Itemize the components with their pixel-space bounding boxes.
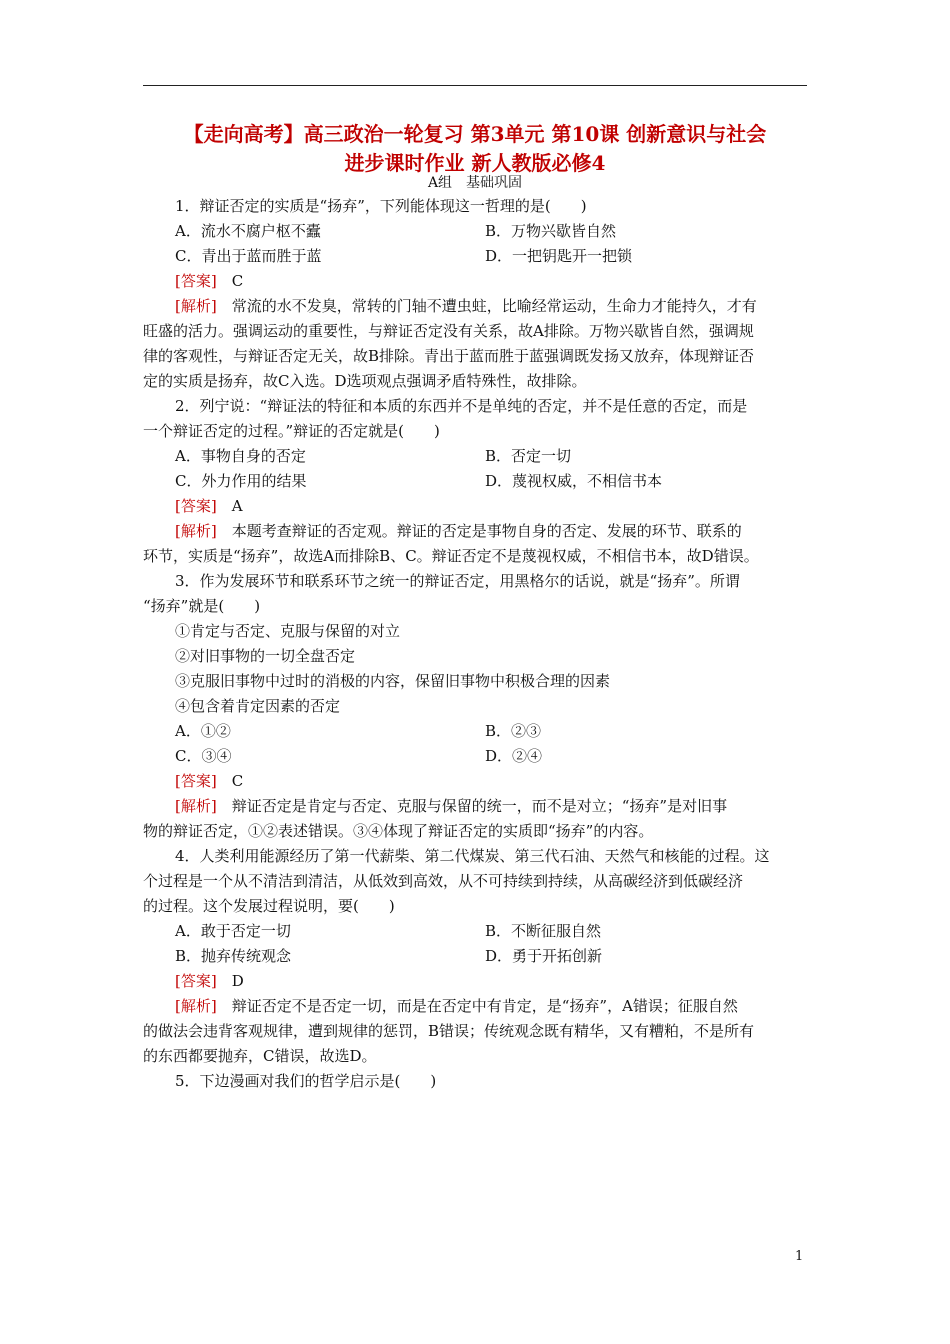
analysis-tag: [解析] bbox=[175, 797, 217, 815]
q4-stem-line-3: 的过程。这个发展过程说明，要( ) bbox=[143, 897, 395, 915]
q1-analysis-line-2: 旺盛的活力。强调运动的重要性，与辩证否定没有关系，故A排除。万物兴歇皆自然，强调规 bbox=[143, 322, 754, 340]
q4-option-c: B．抛弃传统观念 bbox=[175, 947, 292, 965]
q3-options-row-1 bbox=[143, 719, 807, 744]
q4-options-row-1 bbox=[143, 919, 807, 944]
q4-analysis-line-2: 的做法会违背客观规律，遭到规律的惩罚，B错误；传统观念既有精华，又有糟粕，不是所有 bbox=[143, 1022, 755, 1040]
title-line-2: 进步课时作业 新人教版必修4 bbox=[344, 151, 606, 175]
answer-tag: [答案] bbox=[175, 972, 217, 990]
q2-stem-line-2: 一个辩证否定的过程。”辩证的否定就是( ) bbox=[143, 422, 440, 440]
q3-analysis-line-1: 辩证否定是肯定与否定、克服与保留的统一，而不是对立；“扬弃”是对旧事 bbox=[231, 797, 728, 815]
q4-analysis-line-3: 的东西都要抛弃，C错误，故选D。 bbox=[143, 1047, 377, 1065]
q1-stem: 1．辩证否定的实质是“扬弃”，下列能体现这一哲理的是( ) bbox=[175, 197, 587, 215]
q1-analysis-line-3: 律的客观性，与辩证否定无关，故B排除。青出于蓝而胜于蓝强调既发扬又放弃，体现辩证否 bbox=[143, 347, 755, 365]
q1-answer bbox=[143, 269, 807, 294]
analysis-tag: [解析] bbox=[175, 297, 217, 315]
q1-option-d: D．一把钥匙开一把锁 bbox=[485, 247, 633, 265]
q4-analysis-line-1: 辩证否定不是否定一切，而是在否定中有肯定，是“扬弃”，A错误；征服自然 bbox=[231, 997, 738, 1015]
q1-analysis-line-4: 定的实质是扬弃，故C入选。D选项观点强调矛盾特殊性，故排除。 bbox=[143, 372, 587, 390]
q4-option-a: A．敢于否定一切 bbox=[175, 922, 291, 940]
answer-tag: [答案] bbox=[175, 497, 217, 515]
q4-answer bbox=[143, 969, 807, 994]
q3-option-b: B．②③ bbox=[485, 722, 542, 740]
page-title bbox=[143, 120, 807, 178]
q3-option-c: C．③④ bbox=[175, 747, 232, 765]
q2-answer-value: A bbox=[231, 497, 243, 515]
q4-options-row-2 bbox=[143, 944, 807, 969]
q3-option-d: D．②④ bbox=[485, 747, 543, 765]
q2-options-row-2 bbox=[143, 469, 807, 494]
q1-analysis-line-1: 常流的水不发臭，常转的门轴不遭虫蛀，比喻经常运动，生命力才能持久，才有 bbox=[231, 297, 757, 315]
q2-option-d: D．蔑视权威，不相信书本 bbox=[485, 472, 663, 490]
q3-stem-line-2: “扬弃”就是( ) bbox=[143, 597, 261, 615]
document-body bbox=[143, 194, 807, 1094]
header-rule bbox=[143, 85, 807, 86]
analysis-tag: [解析] bbox=[175, 522, 217, 540]
q3-stem-line-1: 3．作为发展环节和联系环节之统一的辩证否定，用黑格尔的话说，就是“扬弃”。所谓 bbox=[175, 572, 740, 590]
q1-option-b: B．万物兴歇皆自然 bbox=[485, 222, 617, 240]
q5-stem: 5．下边漫画对我们的哲学启示是( ) bbox=[175, 1072, 437, 1090]
q4-answer-value: D bbox=[231, 972, 244, 990]
q2-options-row-1 bbox=[143, 444, 807, 469]
q4-stem-line-2: 个过程是一个从不清洁到清洁，从低效到高效，从不可持续到持续，从高碳经济到低碳经济 bbox=[143, 872, 744, 890]
q4-stem-line-1: 4．人类利用能源经历了第一代薪柴、第二代煤炭、第三代石油、天然气和核能的过程。这 bbox=[175, 847, 770, 865]
q4-analysis bbox=[143, 994, 807, 1019]
q3-item-4: ④包含着肯定因素的否定 bbox=[175, 697, 341, 715]
q2-option-a: A．事物自身的否定 bbox=[175, 447, 306, 465]
q1-analysis bbox=[143, 294, 807, 319]
answer-tag: [答案] bbox=[175, 272, 217, 290]
q3-options-row-2 bbox=[143, 744, 807, 769]
q3-item-1: ①肯定与否定、克服与保留的对立 bbox=[175, 622, 401, 640]
q2-analysis bbox=[143, 519, 807, 544]
page-number: 1 bbox=[795, 1249, 804, 1264]
q3-answer-value: C bbox=[231, 772, 244, 790]
q1-option-c: C．青出于蓝而胜于蓝 bbox=[175, 247, 322, 265]
q3-analysis-line-2: 物的辩证否定，①②表述错误。③④体现了辩证否定的实质即“扬弃”的内容。 bbox=[143, 822, 654, 840]
analysis-tag: [解析] bbox=[175, 997, 217, 1015]
q3-answer bbox=[143, 769, 807, 794]
title-line-1: 【走向高考】高三政治一轮复习 第3单元 第10课 创新意识与社会 bbox=[183, 122, 767, 146]
q3-item-2: ②对旧事物的一切全盘否定 bbox=[175, 647, 356, 665]
q4-option-b: B．不断征服自然 bbox=[485, 922, 602, 940]
q3-item-3: ③克服旧事物中过时的消极的内容，保留旧事物中积极合理的因素 bbox=[175, 672, 611, 690]
q2-option-c: C．外力作用的结果 bbox=[175, 472, 307, 490]
q1-answer-value: C bbox=[231, 272, 244, 290]
q3-option-a: A．①② bbox=[175, 722, 231, 740]
q1-option-a: A．流水不腐户枢不蠹 bbox=[175, 222, 321, 240]
q2-answer bbox=[143, 494, 807, 519]
q2-analysis-line-1: 本题考查辩证的否定观。辩证的否定是事物自身的否定、发展的环节、联系的 bbox=[231, 522, 742, 540]
q4-option-d: D．勇于开拓创新 bbox=[485, 947, 603, 965]
section-heading: A组 基础巩固 bbox=[427, 175, 523, 191]
answer-tag: [答案] bbox=[175, 772, 217, 790]
q1-options-row-2 bbox=[143, 244, 807, 269]
q2-stem-line-1: 2．列宁说：“辩证法的特征和本质的东西并不是单纯的否定，并不是任意的否定，而是 bbox=[175, 397, 748, 415]
q3-analysis bbox=[143, 794, 807, 819]
q1-options-row-1 bbox=[143, 219, 807, 244]
q2-option-b: B．否定一切 bbox=[485, 447, 572, 465]
q2-analysis-line-2: 环节，实质是“扬弃”，故选A而排除B、C。辩证否定不是蔑视权威，不相信书本，故D错误。 bbox=[143, 547, 759, 565]
